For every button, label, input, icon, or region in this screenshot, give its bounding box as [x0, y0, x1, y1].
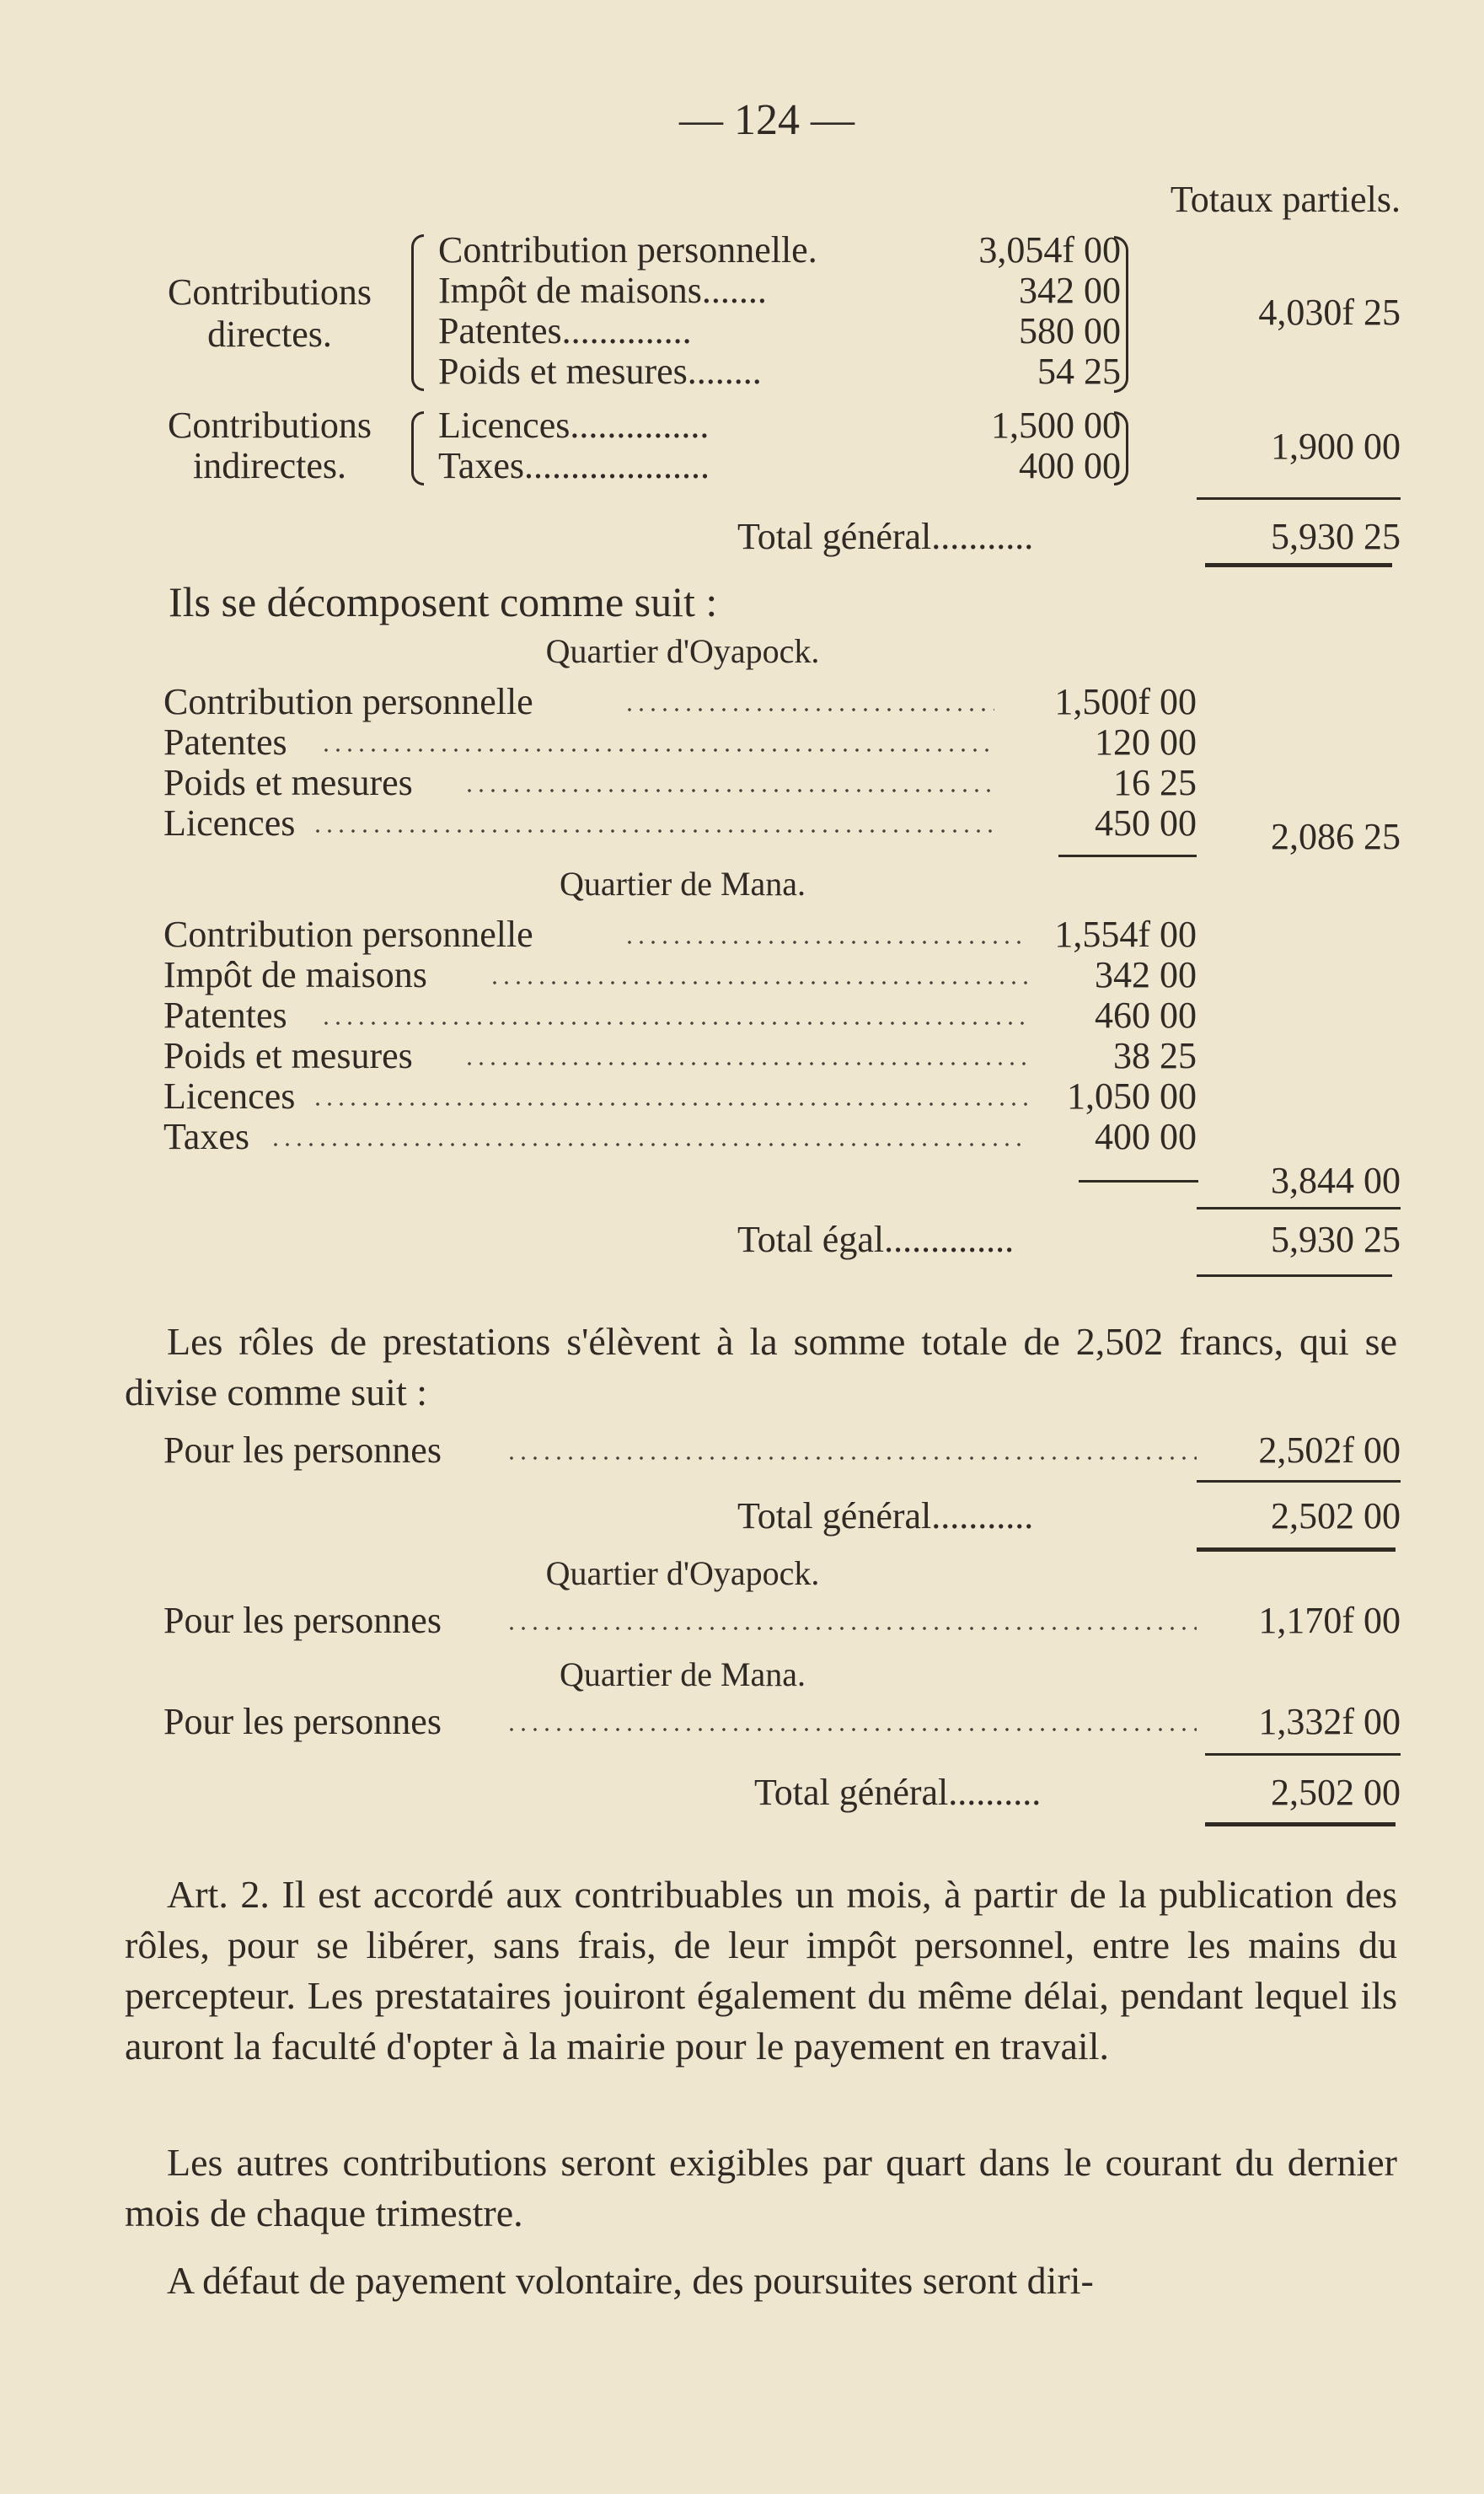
- indirectes-item-label: Licences...............: [438, 405, 710, 446]
- rule: [1058, 855, 1197, 857]
- indirectes-item-amount: 1,500 00: [991, 405, 1121, 446]
- oyapock-item-amount: 120 00: [1095, 721, 1197, 763]
- rule: [1197, 497, 1401, 500]
- rule: [1205, 563, 1392, 567]
- oyapock-item-amount: 1,500f 00: [1054, 681, 1197, 722]
- oyapock-item-label: Poids et mesures: [163, 762, 413, 803]
- dot-leader: [489, 981, 1028, 984]
- mana-item-label: Licences: [163, 1075, 296, 1117]
- prestations-total-label: Total général...........: [737, 1495, 1034, 1537]
- directes-item-amount: 3,054f 00: [978, 229, 1121, 271]
- oyapock-item-label: Licences: [163, 802, 296, 844]
- left-brace-indirectes: [411, 411, 424, 485]
- directes-item-amount: 54 25: [1037, 351, 1121, 392]
- mana-item-amount: 342 00: [1095, 954, 1197, 995]
- article-paragraph-2: Les autres contributions seront exigibles par quart dans le courant du dernier mois de chaque trimestre.: [125, 2141, 1397, 2234]
- group-label-indirectes-2: indirectes.: [192, 445, 347, 486]
- article-paragraph-1: Art. 2. Il est accordé aux contribuables un mois, à partir de la publication des rôles, pour se libérer, sans frais, de leur impôt personnel, entre les mains du percepteur. Les prestataires jouiront également du même délai, pendant lequel ils auront la faculté d'opter à la mairie pour le payement en travail.: [125, 1873, 1397, 2068]
- prestations-mana-label: Pour les personnes: [163, 1701, 442, 1742]
- dot-leader: [463, 789, 994, 792]
- directes-item-label: Impôt de maisons.......: [438, 270, 767, 311]
- mana-item-amount: 1,554f 00: [1054, 914, 1197, 955]
- prestations-amount: 2,502f 00: [1258, 1429, 1401, 1471]
- total-general-label: Total général...........: [737, 516, 1034, 557]
- directes-item-label: Patentes..............: [438, 310, 692, 351]
- dot-leader: [463, 1062, 1028, 1065]
- dot-leader: [312, 1102, 1028, 1106]
- directes-item-amount: 580 00: [1019, 310, 1121, 351]
- total-egal-amount: 5,930 25: [1271, 1219, 1401, 1260]
- rule: [1197, 1207, 1401, 1209]
- rule: [1079, 1180, 1198, 1183]
- mana-item-label: Patentes: [163, 995, 287, 1036]
- prestations-mana-heading: Quartier de Mana.: [559, 1655, 806, 1693]
- indirectes-item-amount: 400 00: [1019, 445, 1121, 486]
- oyapock-item-amount: 16 25: [1113, 762, 1197, 803]
- mana-item-label: Contribution personnelle: [163, 914, 533, 955]
- group-label-directes-2: directes.: [207, 314, 332, 355]
- indirectes-item-label: Taxes....................: [438, 445, 710, 486]
- prestations-total-2-amount: 2,502 00: [1271, 1772, 1401, 1813]
- mana-item-amount: 460 00: [1095, 995, 1197, 1036]
- dot-leader: [506, 1456, 1197, 1460]
- dot-leader: [624, 941, 1028, 944]
- right-brace-directes: [1114, 236, 1128, 393]
- prestations-oyapock-amount: 1,170f 00: [1258, 1600, 1401, 1641]
- group-label-indirectes-1: Contributions: [167, 405, 372, 446]
- mana-subtotal: 3,844 00: [1271, 1160, 1401, 1201]
- article-paragraph-3: A défaut de payement volontaire, des poursuites seront diri-: [167, 2259, 1094, 2302]
- mana-heading: Quartier de Mana.: [559, 865, 806, 903]
- rule: [1205, 1753, 1401, 1756]
- directes-item-label: Contribution personnelle.: [438, 229, 817, 271]
- directes-item-label: Poids et mesures........: [438, 351, 762, 392]
- mana-item-label: Taxes: [163, 1116, 249, 1157]
- prestations-total-amount: 2,502 00: [1271, 1495, 1401, 1537]
- directes-total: 4,030f 25: [1258, 292, 1401, 333]
- directes-item-amount: 342 00: [1019, 270, 1121, 311]
- prestations-oyapock-label: Pour les personnes: [163, 1600, 442, 1641]
- oyapock-item-label: Contribution personnelle: [163, 681, 533, 722]
- mana-item-amount: 38 25: [1113, 1035, 1197, 1076]
- mana-item-label: Impôt de maisons: [163, 954, 427, 995]
- indirectes-total: 1,900 00: [1271, 426, 1401, 467]
- group-label-directes-1: Contributions: [167, 271, 372, 313]
- prestations-mana-amount: 1,332f 00: [1258, 1701, 1401, 1742]
- dot-leader: [624, 708, 994, 711]
- page-number: — 124 —: [679, 96, 855, 144]
- oyapock-item-label: Patentes: [163, 721, 287, 763]
- mana-item-label: Poids et mesures: [163, 1035, 413, 1076]
- total-general-amount: 5,930 25: [1271, 516, 1401, 557]
- decompose-heading: Ils se décomposent comme suit :: [169, 578, 718, 625]
- mana-item-amount: 1,050 00: [1067, 1075, 1197, 1117]
- dot-leader: [506, 1627, 1197, 1630]
- prestations-total-2-label: Total général..........: [754, 1772, 1042, 1813]
- right-brace-indirectes: [1114, 411, 1128, 485]
- oyapock-heading: Quartier d'Oyapock.: [545, 632, 820, 670]
- column-label-totaux-partiels: Totaux partiels.: [1170, 179, 1401, 220]
- dot-leader: [320, 1022, 1028, 1025]
- oyapock-item-amount: 450 00: [1095, 802, 1197, 844]
- dot-leader: [270, 1143, 1028, 1146]
- prestations-label: Pour les personnes: [163, 1429, 442, 1471]
- left-brace-directes: [411, 234, 424, 391]
- total-egal-label: Total égal..............: [737, 1219, 1015, 1260]
- rule: [1197, 1274, 1392, 1277]
- prestations-oyapock-heading: Quartier d'Oyapock.: [545, 1554, 820, 1592]
- dot-leader: [312, 829, 994, 833]
- dot-leader: [320, 748, 994, 752]
- rule: [1197, 1480, 1401, 1483]
- dot-leader: [506, 1728, 1197, 1731]
- rule: [1197, 1547, 1396, 1552]
- prestations-paragraph: Les rôles de prestations s'élèvent à la somme totale de 2,502 francs, qui se divise comme suit :: [125, 1320, 1397, 1413]
- mana-item-amount: 400 00: [1095, 1116, 1197, 1157]
- rule: [1205, 1822, 1396, 1826]
- oyapock-subtotal: 2,086 25: [1271, 816, 1401, 857]
